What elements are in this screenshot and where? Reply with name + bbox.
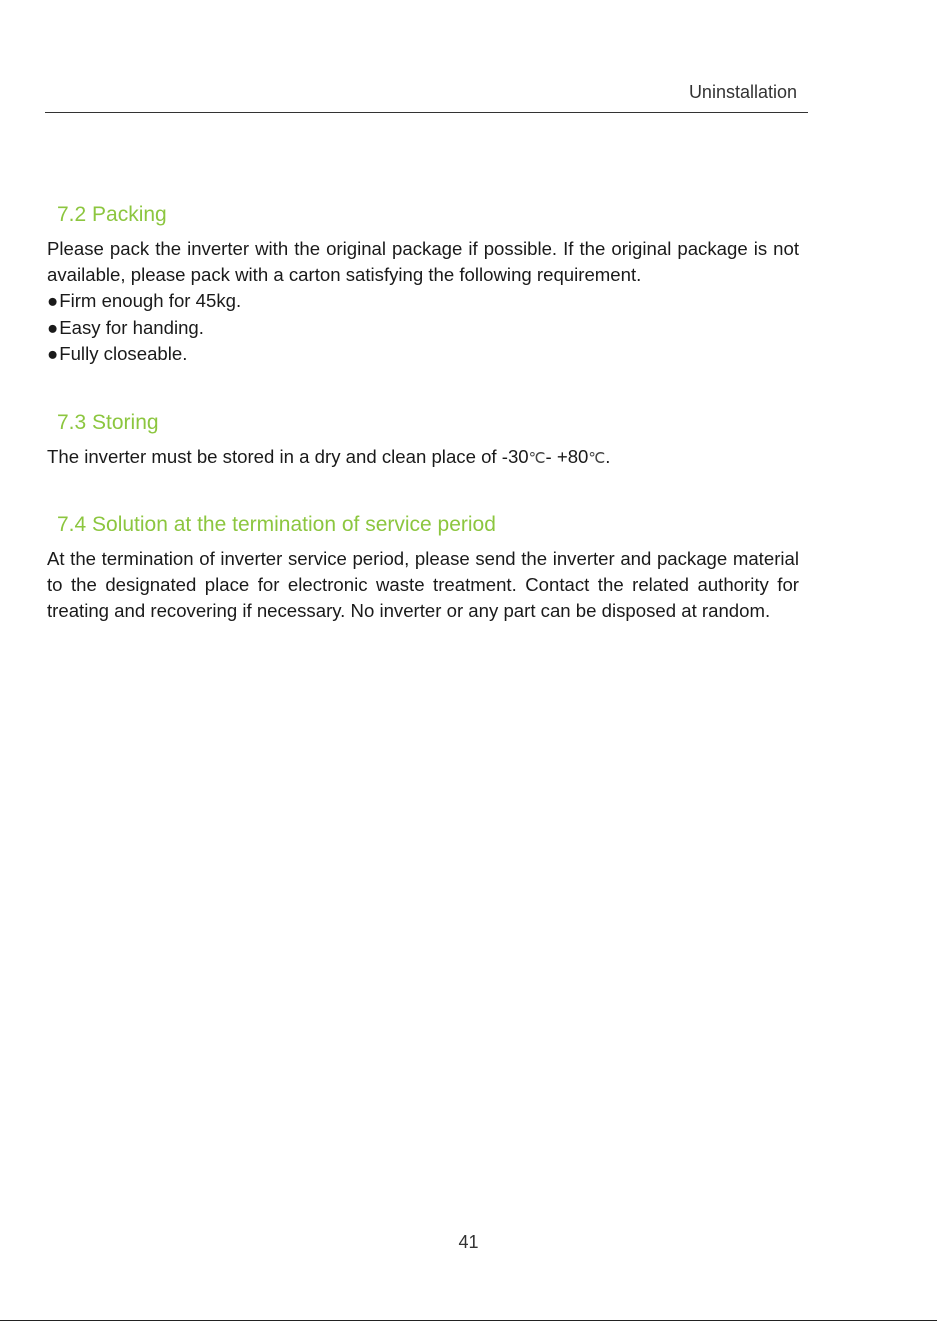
packing-paragraph: Please pack the inverter with the original package if possible. If the original package is not available, please pack with a carton satisfying the following requirement. <box>47 238 799 285</box>
celsius-unit: ℃ <box>588 449 606 467</box>
storing-text-suffix: . <box>605 445 611 467</box>
section-termination <box>47 510 799 624</box>
bottom-rule <box>0 1320 937 1321</box>
list-item <box>47 315 799 342</box>
storing-paragraph <box>47 444 799 472</box>
bullet-icon: ● <box>47 343 59 364</box>
requirement-text: Easy for handing. <box>59 316 204 338</box>
packing-requirements-list <box>47 288 799 368</box>
page-number: 41 <box>458 1232 479 1252</box>
list-item <box>47 288 799 315</box>
storing-text-prefix: The inverter must be stored in a dry and clean place of -30 <box>47 445 529 467</box>
section-packing <box>47 200 799 368</box>
bullet-icon: ● <box>47 316 59 338</box>
section-heading-storing: 7.3 Storing <box>57 410 159 434</box>
storing-text-mid: - +80 <box>545 445 589 467</box>
section-storing <box>47 408 799 472</box>
list-item <box>47 341 799 368</box>
termination-paragraph: At the termination of inverter service period, please send the inverter and package material to the designated place for electronic waste treatment. Contact the related authority for treating and recovering if necessary. No inverter or any part can be disposed at random. <box>47 547 799 621</box>
page-content <box>47 200 799 624</box>
section-heading-termination: 7.4 Solution at the termination of service period <box>57 512 496 536</box>
requirement-text: Fully closeable. <box>59 343 188 364</box>
requirement-text: Firm enough for 45kg. <box>59 290 242 311</box>
bullet-icon: ● <box>47 290 59 311</box>
section-heading-packing: 7.2 Packing <box>57 203 167 226</box>
header-rule <box>45 112 808 113</box>
running-header: Uninstallation <box>688 82 797 102</box>
celsius-unit: ℃ <box>528 449 546 467</box>
